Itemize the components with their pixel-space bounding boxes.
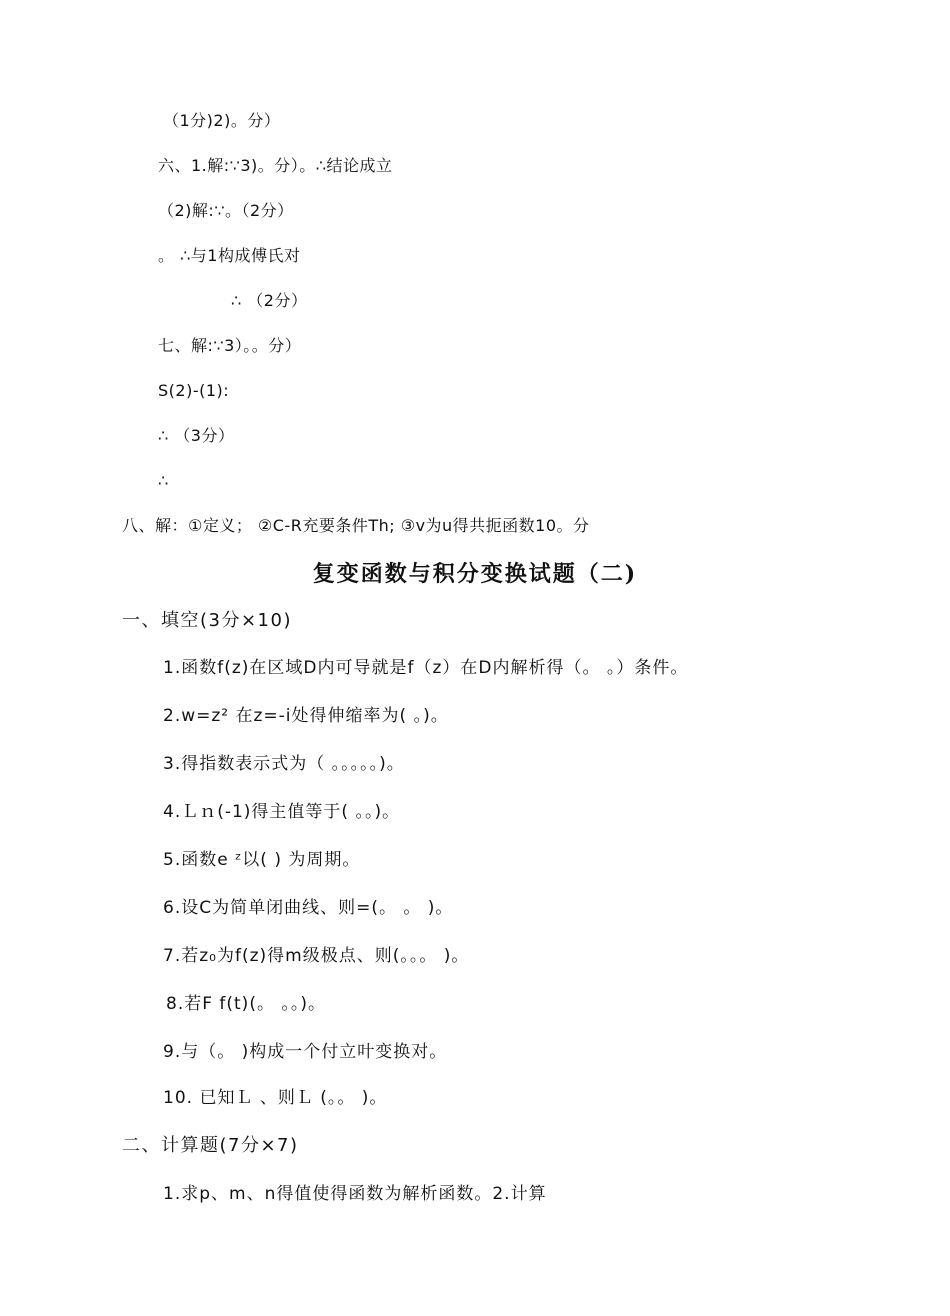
answer-line: ∴ （3分） <box>158 426 235 445</box>
answer-line: 七、解:∵3）。。分） <box>158 336 302 355</box>
answer-line: 六、1.解:∵3)。分）。∴结论成立 <box>158 156 393 175</box>
section-heading: 二、计算题(7分×7) <box>122 1135 299 1156</box>
question-item: 6.设C为简单闭曲线、则=(。 。 )。 <box>163 898 454 918</box>
question-item: 7.若z₀为f(z)得m级极点、则(。。。 )。 <box>163 946 470 966</box>
answer-line: （2)解:∵。（2分） <box>158 201 294 220</box>
question-item: 2.w=z² 在z=-i处得伸缩率为( 。)。 <box>163 706 449 726</box>
question-item: 4.Ｌｎ(-1)得主值等于( 。。)。 <box>163 802 401 822</box>
question-item: 8.若F f(t)(。 。。)。 <box>166 994 326 1014</box>
answer-line: 八、解：①定义； ②C-R充要条件Th; ③v为u得共扼函数10。分 <box>122 516 590 535</box>
question-item: 1.求p、m、n得值使得函数为解析函数。2.计算 <box>163 1184 547 1204</box>
answer-line: （1分)2)。分） <box>163 111 281 130</box>
section-heading: 一、填空(3分×10) <box>122 610 292 631</box>
question-item: 5.函数e ᶻ以( ) 为周期。 <box>163 850 361 870</box>
question-item: 9.与（。 )构成一个付立叶变换对。 <box>163 1042 448 1062</box>
page-title: 复变函数与积分变换试题（二) <box>312 561 638 587</box>
question-item: 10. 已知Ｌ 、则Ｌ (。。 )。 <box>163 1088 388 1108</box>
question-item: 1.函数f(z)在区域D内可导就是f（z）在D内解析得（。 。）条件。 <box>163 658 689 678</box>
answer-line: 。 ∴与1构成傅氏对 <box>158 246 301 265</box>
answer-line: S(2)-(1): <box>158 381 230 400</box>
answer-line: ∴ （2分） <box>231 291 308 310</box>
answer-line: ∴ <box>158 471 169 490</box>
question-item: 3.得指数表示式为（ 。。。。。)。 <box>163 754 405 774</box>
